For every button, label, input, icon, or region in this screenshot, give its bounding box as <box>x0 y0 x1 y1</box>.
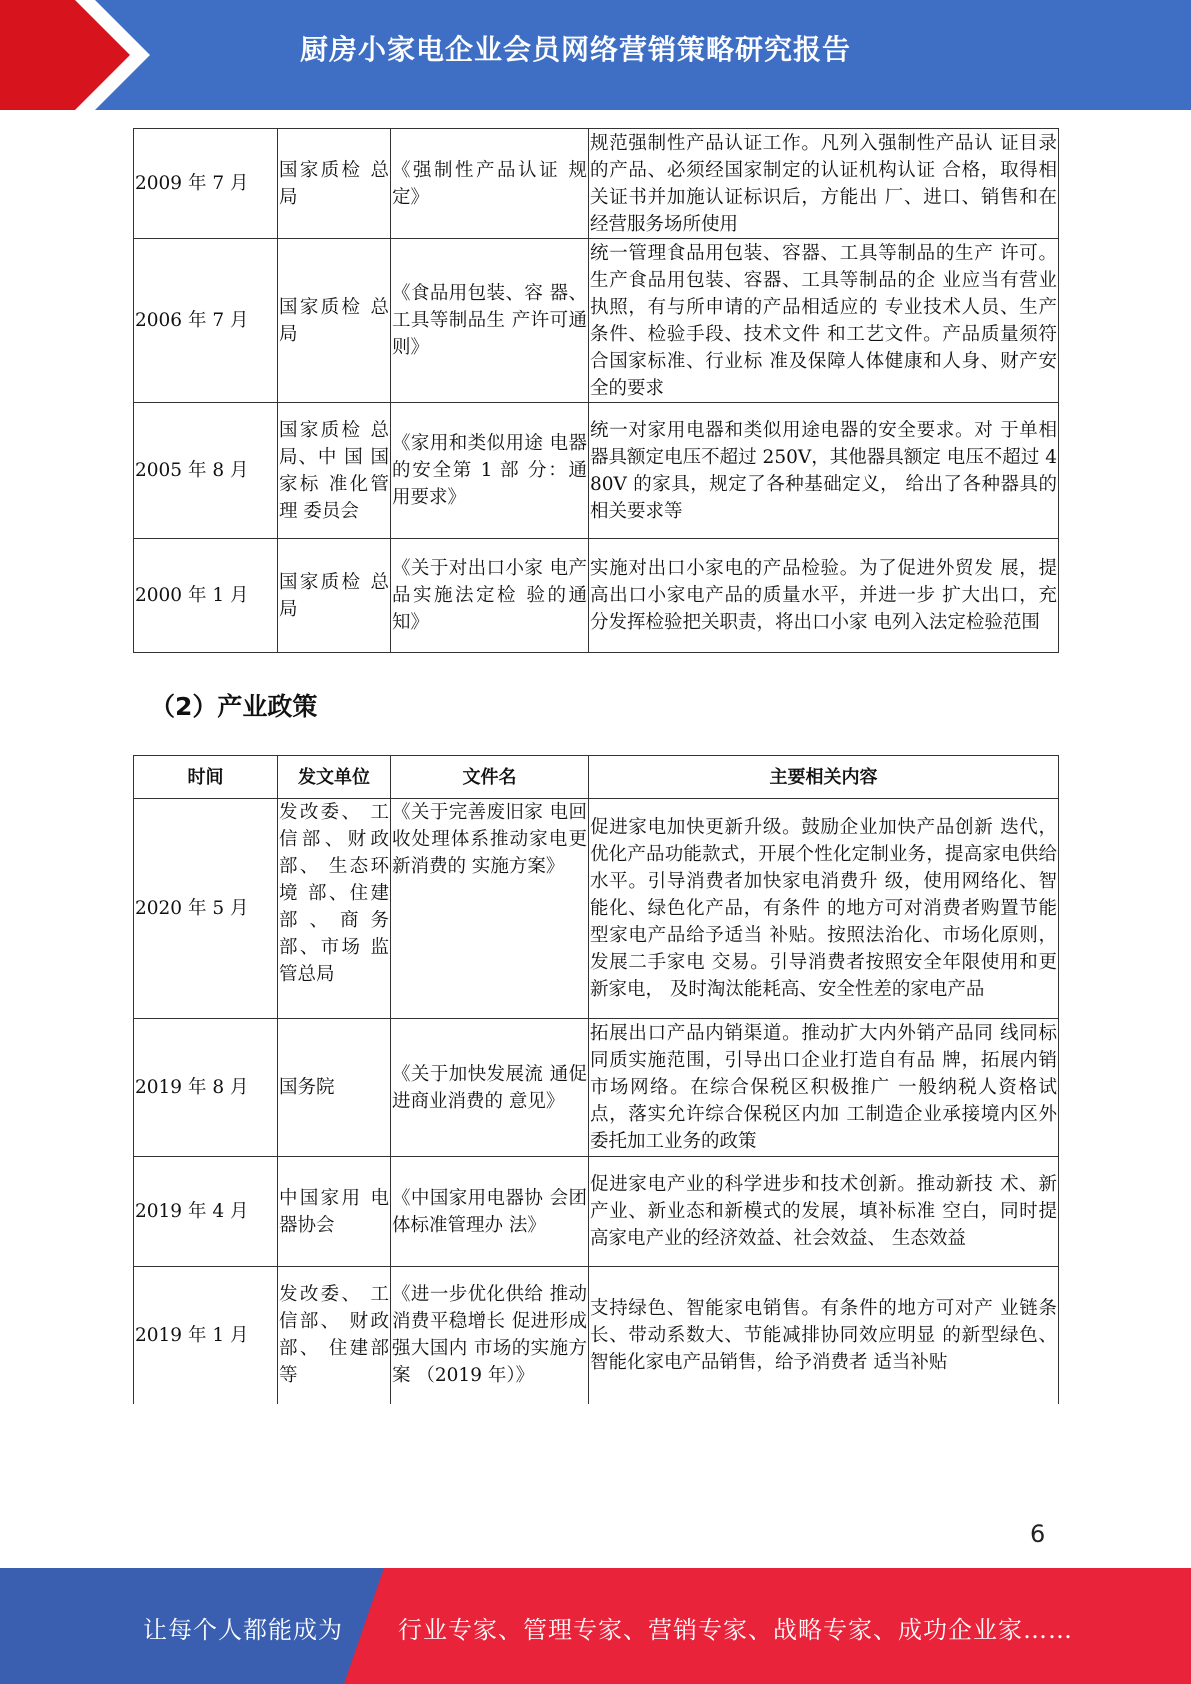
cell-time: 2019 年 4 月 <box>134 1157 278 1267</box>
cell-content: 支持绿色、智能家电销售。有条件的地方可对产 业链条长、带动系数大、节能减排协同效应明显 的新型绿色、智能化家电产品销售，给予消费者 适当补贴 <box>589 1267 1059 1404</box>
page-footer <box>0 1568 1191 1684</box>
cell-unit: 国务院 <box>278 1019 391 1157</box>
cell-doc: 《关于对出口小家 电产品实施法定检 验的通知》 <box>391 539 589 653</box>
cell-time: 2019 年 8 月 <box>134 1019 278 1157</box>
header-doc: 文件名 <box>391 756 589 799</box>
header-time: 时间 <box>134 756 278 799</box>
cell-content: 拓展出口产品内销渠道。推动扩大内外销产品同 线同标同质实施范围，引导出口企业打造自有品 牌，拓展内销市场网络。在综合保税区积极推广 一般纳税人资格试点，落实允许综合保税区内加 工制造企业承接境内区外委托加工业务的政策 <box>589 1019 1059 1157</box>
table-row <box>134 239 1059 403</box>
page-number: 6 <box>1030 1520 1046 1548</box>
table-row <box>134 1019 1059 1157</box>
section-heading: （2）产业政策 <box>150 692 318 721</box>
footer-slogan-left: 让每个人都能成为 <box>143 1616 343 1644</box>
industry-policy-table <box>133 755 1059 1404</box>
cell-doc: 《食品用包装、容 器、工具等制品生 产许可通则》 <box>391 239 589 403</box>
cell-time: 2000 年 1 月 <box>134 539 278 653</box>
cell-content: 促进家电加快更新升级。鼓励企业加快产品创新 迭代，优化产品功能款式，开展个性化定制业务，提高家电供给水平。引导消费者加快家电消费升 级，使用网络化、智能化、绿色化产品，有条件 的地方可对消费者购置节能型家电产品给予适当 补贴。按照法治化、市场化原则，发展二手家电 交易。引导消费者按照安全年限使用和更新家电， 及时淘汰能耗高、安全性差的家电产品 <box>589 799 1059 1019</box>
regulation-table <box>133 128 1059 653</box>
cell-content: 促进家电产业的科学进步和技术创新。推动新技 术、新产业、新业态和新模式的发展，填补标准 空白，同时提高家电产业的经济效益、社会效益、 生态效益 <box>589 1157 1059 1267</box>
cell-doc: 《中国家用电器协 会团体标准管理办 法》 <box>391 1157 589 1267</box>
cell-content: 统一对家用电器和类似用途电器的安全要求。对 于单相器具额定电压不超过 250V，其他器具额定 电压不超过 480V 的家具，规定了各种基础定义， 给出了各种器具的相关要求等 <box>589 403 1059 539</box>
table-row <box>134 539 1059 653</box>
cell-unit: 国家质检 总局 <box>278 539 391 653</box>
page-header <box>0 0 1191 110</box>
cell-time: 2005 年 8 月 <box>134 403 278 539</box>
cell-time: 2019 年 1 月 <box>134 1267 278 1404</box>
table-header-row <box>134 756 1059 799</box>
footer-slogan-right: 行业专家、管理专家、营销专家、战略专家、成功企业家…… <box>398 1616 1073 1644</box>
cell-unit: 国家质检 总局 <box>278 129 391 239</box>
table-row <box>134 1267 1059 1404</box>
table-row <box>134 403 1059 539</box>
cell-unit: 发改委、 工信部、 财政部、 住建部等 <box>278 1267 391 1404</box>
header-unit: 发文单位 <box>278 756 391 799</box>
cell-time: 2009 年 7 月 <box>134 129 278 239</box>
cell-doc: 《关于加快发展流 通促进商业消费的 意见》 <box>391 1019 589 1157</box>
cell-unit: 中国家用 电器协会 <box>278 1157 391 1267</box>
cell-doc: 《家用和类似用途 电器的安全第 1 部 分：通用要求》 <box>391 403 589 539</box>
header-chevron-icon <box>0 0 160 110</box>
cell-content: 统一管理食品用包装、容器、工具等制品的生产 许可。生产食品用包装、容器、工具等制品的企 业应当有营业执照，有与所申请的产品相适应的 专业技术人员、生产条件、检验手段、技术文件 和工艺文件。产品质量须符合国家标准、行业标 准及保障人体健康和人身、财产安全的要求 <box>589 239 1059 403</box>
cell-doc: 《关于完善废旧家 电回收处理体系推动家电更新消费的 实施方案》 <box>391 799 589 1019</box>
header-content: 主要相关内容 <box>589 756 1059 799</box>
cell-doc: 《进一步优化供给 推动消费平稳增长 促进形成强大国内 市场的实施方案 （2019 年）》 <box>391 1267 589 1404</box>
cell-unit: 发改委、 工信部、财政部、 生态环境 部、住建部、商务部、市场 监管总局 <box>278 799 391 1019</box>
cell-content: 实施对出口小家电的产品检验。为了促进外贸发 展，提高出口小家电产品的质量水平，并进一步 扩大出口，充分发挥检验把关职责，将出口小家 电列入法定检验范围 <box>589 539 1059 653</box>
cell-content: 规范强制性产品认证工作。凡列入强制性产品认 证目录的产品、必须经国家制定的认证机构认证 合格，取得相关证书并加施认证标识后，方能出 厂、进口、销售和在经营服务场所使用 <box>589 129 1059 239</box>
cell-unit: 国家质检 总局、中 国 国家标 准化管理 委员会 <box>278 403 391 539</box>
cell-doc: 《强制性产品认证 规定》 <box>391 129 589 239</box>
cell-unit: 国家质检 总局 <box>278 239 391 403</box>
table-row <box>134 1157 1059 1267</box>
header-title: 厨房小家电企业会员网络营销策略研究报告 <box>300 33 852 66</box>
table-row <box>134 799 1059 1019</box>
table-row <box>134 129 1059 239</box>
cell-time: 2006 年 7 月 <box>134 239 278 403</box>
cell-time: 2020 年 5 月 <box>134 799 278 1019</box>
